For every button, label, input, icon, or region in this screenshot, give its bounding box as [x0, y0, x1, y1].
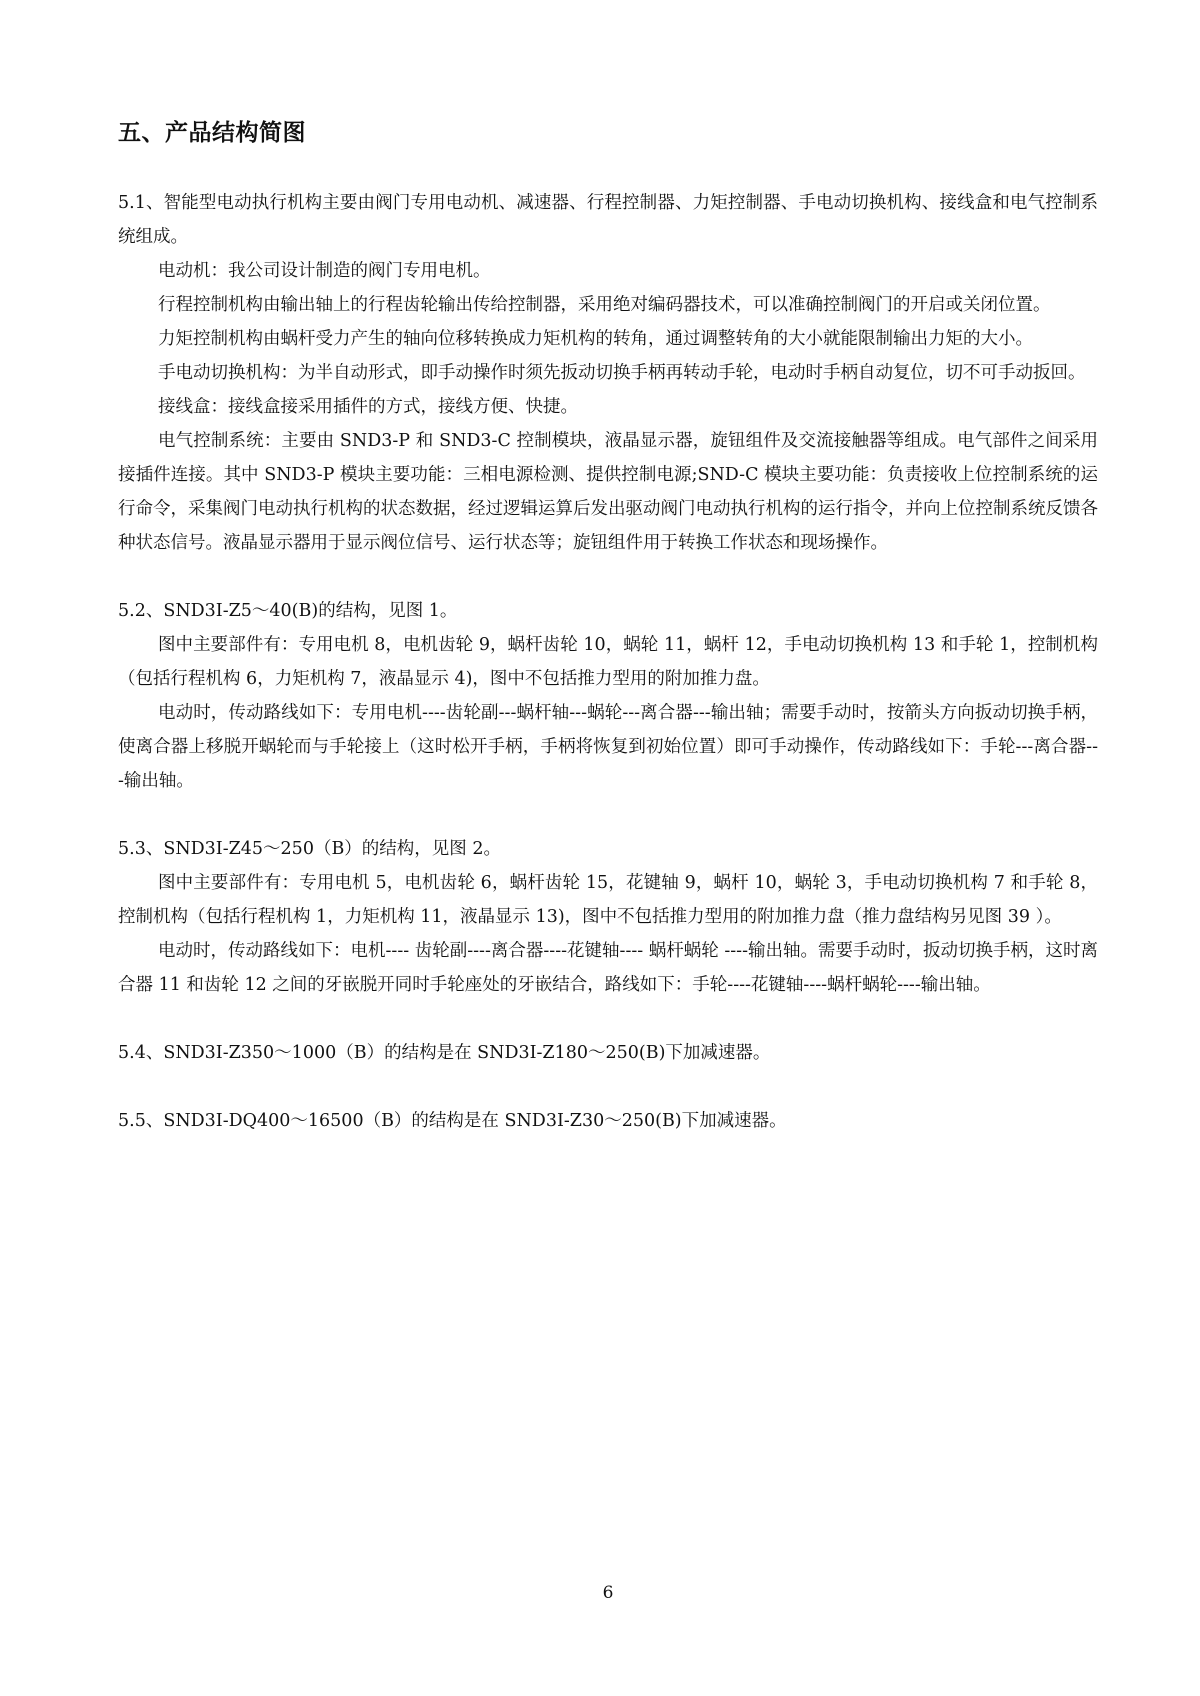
- junction-box-paragraph: 接线盒：接线盒接采用插件的方式，接线方便、快捷。: [158, 397, 578, 417]
- document-page: [118, 0, 1098, 1696]
- section-5-2-parts: 图中主要部件有：专用电机 8，电机齿轮 9，蜗杆齿轮 10，蜗轮 11，蜗杆 12，手电动切换机构 13 和手轮 1，控制机构（包括行程机构 6，力矩机构 7，液晶显示 4)，图中不包括推力型用的附加推力盘。: [118, 635, 1098, 689]
- switch-mechanism-paragraph: 手电动切换机构：为半自动形式，即手动操作时须先扳动切换手柄再转动手轮，电动时手柄自动复位，切不可手动扳回。: [158, 363, 1086, 383]
- paragraph-gap: [118, 1070, 1098, 1104]
- section-5-2-title: 5.2、SND3I-Z5～40(B)的结构，见图 1。: [118, 601, 458, 621]
- paragraph-gap: [118, 1002, 1098, 1036]
- motor-paragraph: 电动机：我公司设计制造的阀门专用电机。: [158, 261, 491, 281]
- torque-control-paragraph: 力矩控制机构由蜗杆受力产生的轴向位移转换成力矩机构的转角，通过调整转角的大小就能限制输出力矩的大小。: [158, 329, 1033, 349]
- section-5-3-route: 电动时，传动路线如下：电机---- 齿轮副----离合器----花键轴---- 蜗杆蜗轮 ----输出轴。需要手动时，扳动切换手柄，这时离合器 11 和齿轮 12 之间的牙嵌脱开同时手轮座处的牙嵌结合，路线如下：手轮----花键轴----蜗杆蜗轮----输出轴。: [118, 941, 1098, 995]
- section-5-1-intro: 5.1、智能型电动执行机构主要由阀门专用电动机、减速器、行程控制器、力矩控制器、手电动切换机构、接线盒和电气控制系统组成。: [118, 193, 1098, 247]
- section-5-3-title: 5.3、SND3I-Z45～250（B）的结构，见图 2。: [118, 839, 502, 859]
- section-5-4: 5.4、SND3I-Z350～1000（B）的结构是在 SND3I-Z180～250(B)下加减速器。: [118, 1043, 771, 1063]
- paragraph-gap: [118, 560, 1098, 594]
- section-5-5: 5.5、SND3I-DQ400～16500（B）的结构是在 SND3I-Z30～250(B)下加减速器。: [118, 1111, 787, 1131]
- electrical-control-paragraph: 电气控制系统：主要由 SND3-P 和 SND3-C 控制模块，液晶显示器，旋钮组件及交流接触器等组成。电气部件之间采用接插件连接。其中 SND3-P 模块主要功能：三相电源检测、提供控制电源;SND-C 模块主要功能：负责接收上位控制系统的运行命令，采集阀门电动执行机构的状态数据，经过逻辑运算后发出驱动阀门电动执行机构的运行指令，并向上位控制系统反馈各种状态信号。液晶显示器用于显示阀位信号、运行状态等；旋钮组件用于转换工作状态和现场操作。: [118, 431, 1098, 553]
- section-5-2-route: 电动时，传动路线如下：专用电机----齿轮副---蜗杆轴---蜗轮---离合器---输出轴；需要手动时，按箭头方向扳动切换手柄，使离合器上移脱开蜗轮而与手轮接上（这时松开手柄，手柄将恢复到初始位置）即可手动操作，传动路线如下：手轮---离合器---输出轴。: [118, 703, 1098, 791]
- document-body: [118, 186, 1098, 1138]
- travel-control-paragraph: 行程控制机构由输出轴上的行程齿轮输出传给控制器，采用绝对编码器技术，可以准确控制阀门的开启或关闭位置。: [158, 295, 1051, 315]
- section-5-3-parts: 图中主要部件有：专用电机 5，电机齿轮 6，蜗杆齿轮 15，花键轴 9，蜗杆 10，蜗轮 3，手电动切换机构 7 和手轮 8，控制机构（包括行程机构 1，力矩机构 11，液晶显示 13)，图中不包括推力型用的附加推力盘（推力盘结构另见图 39 ）。: [118, 873, 1098, 927]
- section-heading: 五、产品结构简图: [118, 120, 306, 146]
- paragraph-gap: [118, 798, 1098, 832]
- page-number: 6: [602, 1583, 614, 1603]
